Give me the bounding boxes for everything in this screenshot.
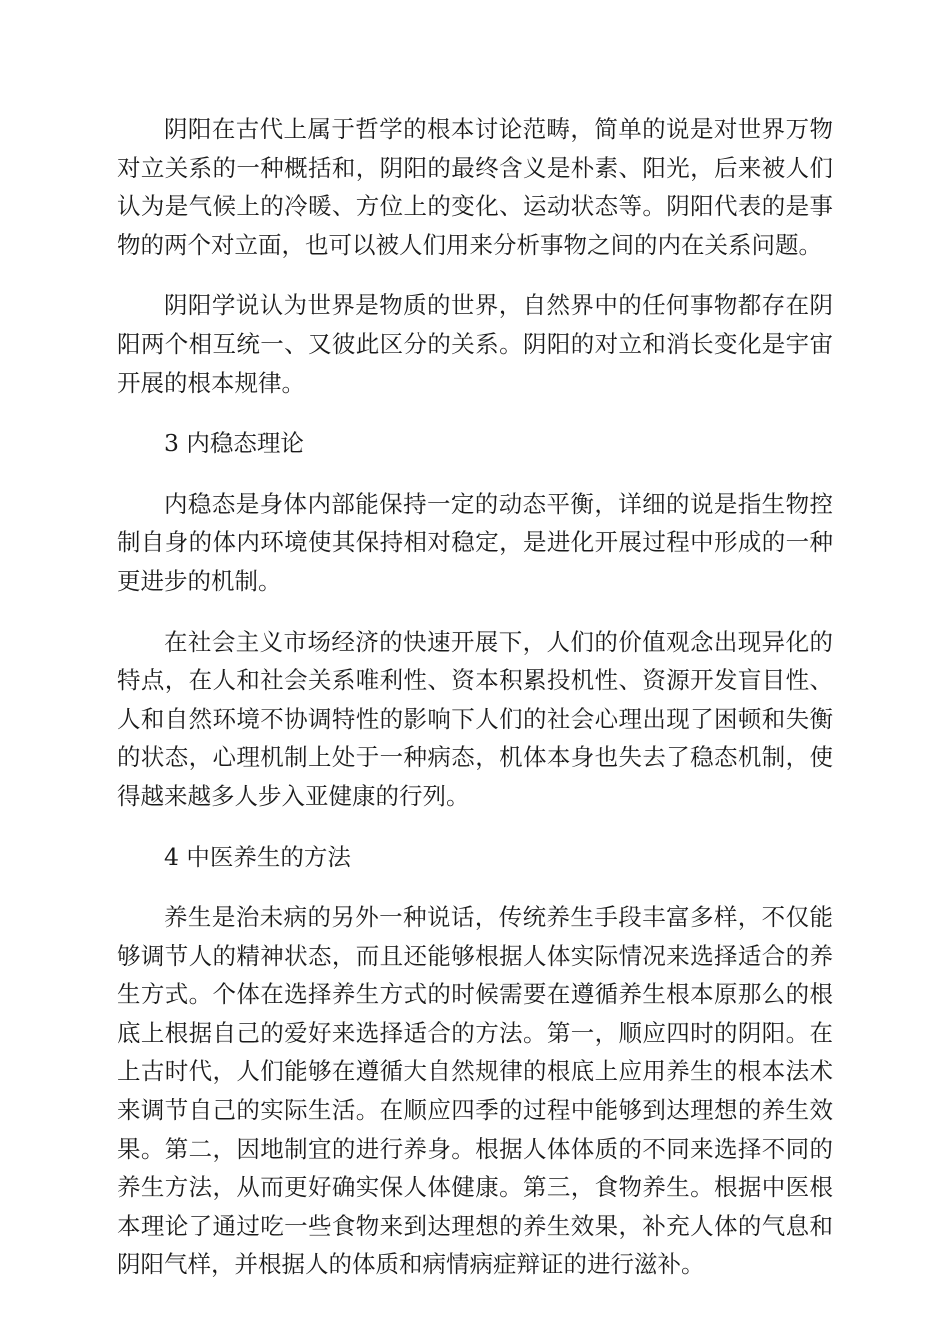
document-body — [117, 110, 833, 1306]
paragraph-health-methods: 养生是治未病的另外一种说话，传统养生手段丰富多样，不仅能够调节人的精神状态，而且还能够根据人体实际情况来选择适合的养生方式。个体在选择养生方式的时候需要在遵循养生根本原那么的根底上根据自己的爱好来选择适合的方法。第一，顺应四时的阴阳。在上古时代，人们能够在遵循大自然规律的根底上应用养生的根本法术来调节自己的实际生活。在顺应四季的过程中能够到达理想的养生效果。第二，因地制宜的进行养身。根据人体体质的不同来选择不同的养生方法，从而更好确实保人体健康。第三，食物养生。根据中医根本理论了通过吃一些食物来到达理想的养生效果，补充人体的气息和阴阳气样，并根据人的体质和病情病症辩证的进行滋补。 — [117, 903, 833, 1279]
paragraph-yinyang-theory: 阴阳学说认为世界是物质的世界，自然界中的任何事物都存在阴阳两个相互统一、又彼此区分的关系。阴阳的对立和消长变化是宇宙开展的根本规律。 — [117, 291, 833, 397]
paragraph-social-psychology: 在社会主义市场经济的快速开展下，人们的价值观念出现异化的特点，在人和社会关系唯利性、资本积累投机性、资源开发盲目性、人和自然环境不协调特性的影响下人们的社会心理出现了困顿和失衡的状态，心理机制上处于一种病态，机体本身也失去了稳态机制，使得越来越多人步入亚健康的行列。 — [117, 627, 833, 810]
section-heading-health-methods: 4 中医养生的方法 — [164, 842, 351, 871]
paragraph-homeostasis-definition: 内稳态是身体内部能保持一定的动态平衡，详细的说是指生物控制自身的体内环境使其保持相对稳定，是进化开展过程中形成的一种更进步的机制。 — [117, 489, 833, 595]
paragraph-yinyang-definition: 阴阳在古代上属于哲学的根本讨论范畴，简单的说是对世界万物对立关系的一种概括和，阴阳的最终含义是朴素、阳光，后来被人们认为是气候上的冷暖、方位上的变化、运动状态等。阴阳代表的是事物的两个对立面，也可以被人们用来分析事物之间的内在关系问题。 — [117, 115, 833, 259]
section-heading-homeostasis: 3 内稳态理论 — [164, 429, 304, 458]
